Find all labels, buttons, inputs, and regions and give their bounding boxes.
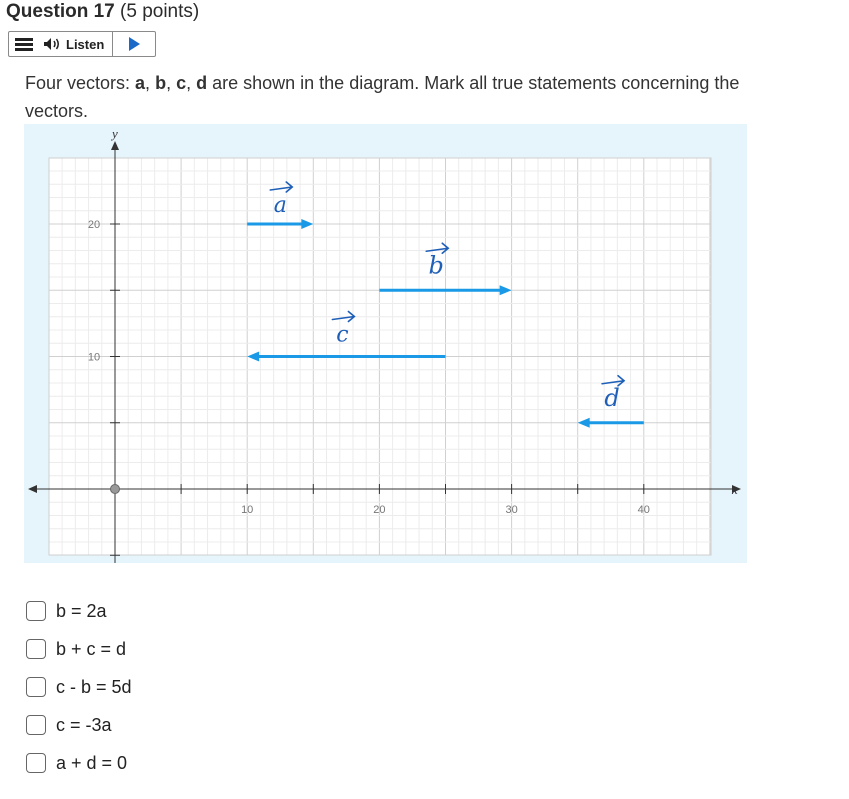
prompt-vector-a: a bbox=[135, 73, 146, 93]
origin-point bbox=[111, 485, 120, 494]
option-label: c - b = 5d bbox=[56, 676, 132, 697]
answer-options bbox=[26, 592, 132, 782]
menu-button[interactable] bbox=[9, 32, 39, 56]
option-5[interactable] bbox=[26, 744, 132, 782]
listen-label: Listen bbox=[66, 36, 105, 52]
checkbox[interactable] bbox=[26, 715, 46, 735]
vector-label-a: a bbox=[273, 193, 287, 218]
prompt-vector-c: c bbox=[176, 73, 187, 93]
vector-label-c: c bbox=[336, 322, 349, 348]
x-axis-label: x bbox=[732, 482, 738, 497]
prompt-text: Four vectors: bbox=[25, 73, 136, 93]
prompt-sep: , bbox=[145, 73, 156, 93]
x-tick-label: 10 bbox=[241, 504, 254, 516]
checkbox[interactable] bbox=[26, 601, 46, 621]
prompt-vector-d: d bbox=[196, 73, 208, 93]
checkbox[interactable] bbox=[26, 753, 46, 773]
option-2[interactable] bbox=[26, 630, 132, 668]
vector-diagram bbox=[24, 124, 747, 563]
option-1[interactable] bbox=[26, 592, 132, 630]
question-points: (5 points) bbox=[120, 1, 200, 22]
prompt-sep: , bbox=[186, 73, 197, 93]
option-label: b + c = d bbox=[56, 638, 127, 659]
x-tick-label: 30 bbox=[505, 504, 518, 516]
play-icon bbox=[129, 37, 140, 51]
x-tick-label: 40 bbox=[637, 504, 650, 516]
vector-label-d: d bbox=[604, 383, 620, 412]
menu-icon bbox=[15, 38, 33, 51]
option-3[interactable] bbox=[26, 668, 132, 706]
checkbox[interactable] bbox=[26, 639, 46, 659]
y-tick-label: 10 bbox=[87, 351, 101, 364]
listen-button[interactable] bbox=[39, 32, 113, 56]
listen-toolbar bbox=[8, 31, 156, 57]
option-label: b = 2a bbox=[56, 600, 107, 621]
x-tick-label: 20 bbox=[373, 504, 386, 516]
option-label: a + d = 0 bbox=[56, 752, 128, 773]
option-4[interactable] bbox=[26, 706, 132, 744]
question-header bbox=[6, 0, 199, 24]
prompt-vector-b: b bbox=[155, 73, 167, 93]
y-axis-label: y bbox=[112, 126, 118, 141]
vector-label-b: b bbox=[428, 251, 444, 280]
question-prompt bbox=[25, 69, 765, 125]
play-button[interactable] bbox=[113, 32, 155, 56]
checkbox[interactable] bbox=[26, 677, 46, 697]
prompt-text-end: are shown in the diagram. Mark all true statements concerning the vectors. bbox=[25, 73, 740, 121]
question-number: Question 17 bbox=[6, 1, 115, 22]
prompt-sep: , bbox=[166, 73, 177, 93]
speaker-icon bbox=[43, 37, 61, 51]
y-tick-label: 20 bbox=[87, 219, 101, 231]
option-label: c = -3a bbox=[56, 714, 112, 735]
